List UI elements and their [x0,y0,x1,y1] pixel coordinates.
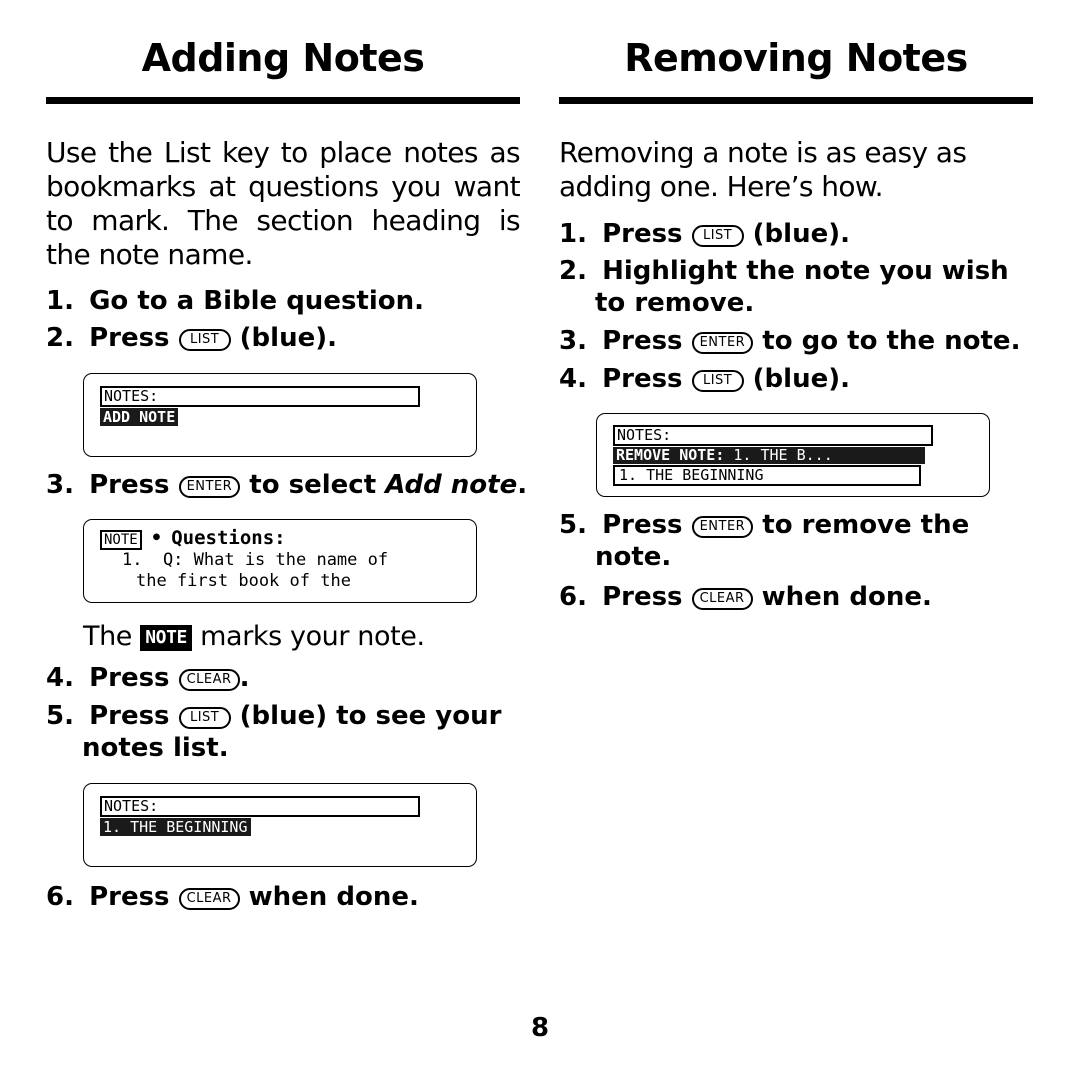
screen-title: NOTES: [100,386,420,407]
remove-step-2: 2. Highlight the note you wish to remove. [559,256,1009,318]
add-step-5: 5. Press LIST (blue) to see your notes list. [46,701,502,763]
list-key-icon: LIST [692,225,744,247]
add-step-6: 6. Press CLEAR when done. [46,882,419,912]
screen-section-title: Questions: [171,527,286,549]
note-marker-caption: The NOTE marks your note. [83,621,425,652]
screen-question-line-1: 1. Q: What is the name of [122,550,389,570]
enter-key-icon: ENTER [692,516,754,538]
removing-notes-intro: Removing a note is as easy as adding one. Here’s how. [559,136,967,203]
screen-note-line: 1. THE BEGINNING [613,465,921,486]
add-step-3: 3. Press ENTER to select Add note. [46,470,528,500]
screen-title: NOTES: [100,796,420,817]
screen-remove-note-menu [596,413,990,497]
screen-question-with-note: NOTE • Questions: 1. Q: What is the name of the first book of the [83,519,477,603]
list-key-icon: LIST [179,329,231,351]
screen-highlighted-item: ADD NOTE [100,408,178,426]
clear-key-icon: CLEAR [692,588,753,610]
remove-step-1: 1. Press LIST (blue). [559,219,850,249]
remove-step-3: 3. Press ENTER to go to the note. [559,326,1021,356]
heading-rule [559,97,1033,104]
clear-key-icon: CLEAR [179,669,240,691]
add-step-4: 4. Press CLEAR . [46,663,250,693]
enter-key-icon: ENTER [179,476,241,498]
screen-question-line-2: the first book of the [136,571,351,591]
page-number: 8 [530,1013,550,1043]
adding-notes-heading: Adding Notes [141,36,425,80]
screen-notes-list [83,783,477,867]
list-key-icon: LIST [692,370,744,392]
removing-notes-heading: Removing Notes [624,36,968,80]
add-step-2: 2. Press LIST (blue). [46,323,337,353]
remove-step-4: 4. Press LIST (blue). [559,364,850,394]
screen-highlighted-item: 1. THE BEGINNING [100,818,251,836]
screen-highlighted-item: REMOVE NOTE: 1. THE B... [613,447,925,464]
note-marker-icon: NOTE [140,625,192,651]
remove-step-6: 6. Press CLEAR when done. [559,582,932,612]
clear-key-icon: CLEAR [179,888,240,910]
adding-notes-intro: Use the List key to place notes as bookmarks at questions you want to mark. The section heading is the note name. [46,136,520,271]
remove-step-5: 5. Press ENTER to remove the note. [559,510,970,572]
note-badge-icon: NOTE [100,530,142,550]
heading-rule [46,97,520,104]
screen-add-note-menu [83,373,477,457]
add-step-1: 1. Go to a Bible question. [46,286,425,316]
list-key-icon: LIST [179,707,231,729]
screen-title: NOTES: [613,425,933,446]
enter-key-icon: ENTER [692,332,754,354]
